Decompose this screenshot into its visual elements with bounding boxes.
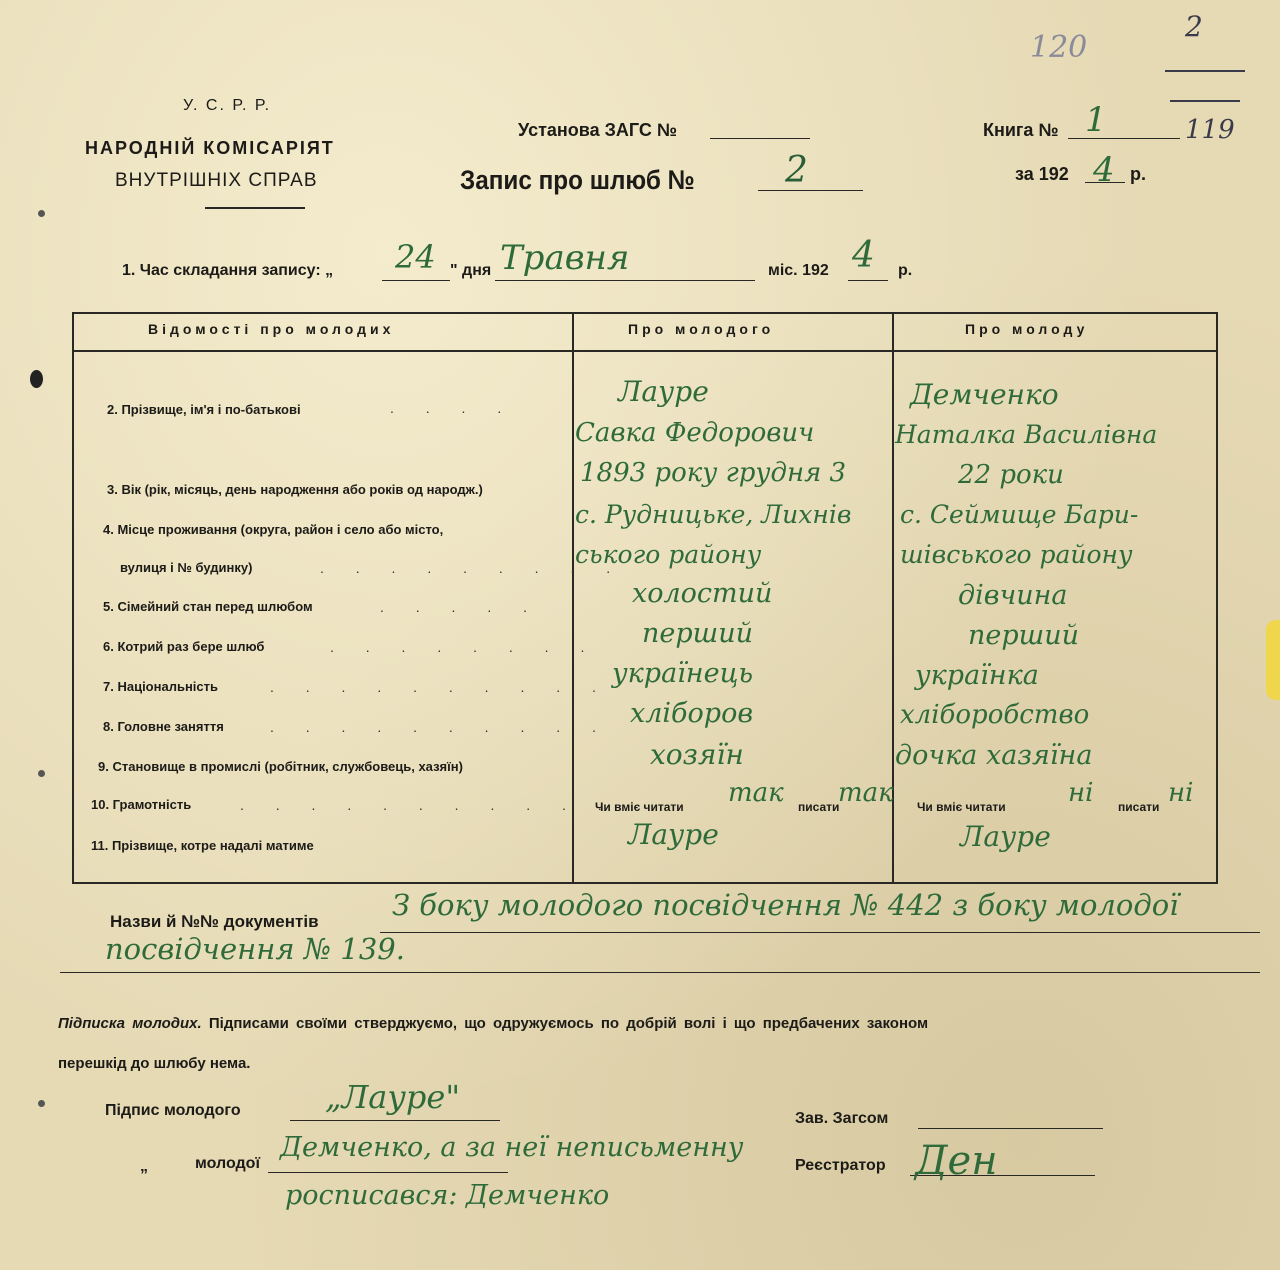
groom-marriage-count: перший [642,618,754,649]
bride-residence-1: с. Сеймище Бари- [900,500,1139,529]
groom-name: Савка Федорович [575,418,815,448]
row-label-name: 2. Прізвище, ім'я і по-батькові [107,402,301,417]
bride-signature-1: Демченко, а за неї неписьменну [280,1132,744,1163]
entry-year-digit: 4 [852,235,875,276]
col-header-groom: Про молодого [628,321,775,337]
bride-marital: дівчина [958,580,1068,611]
row-label-marriage-count: 6. Котрий раз бере шлюб [103,639,265,654]
row-label-future-surname: 11. Прізвище, котре надалі матиме [91,838,314,853]
bride-status: дочка хазяїна [895,740,1093,771]
book-number: 1 [1085,100,1107,140]
row-label-occupation: 8. Головне заняття [103,719,224,734]
institution-label: Установа ЗАГС № [518,120,677,140]
year-label: за 192 [1015,164,1069,184]
binder-pin [38,210,45,217]
book-label: Книга № [983,120,1059,140]
entry-month: Травня [500,238,630,278]
archive-mark-2: 2 [1185,10,1203,43]
groom-surname: Лауре [618,375,709,408]
registrar-signature: Ден [915,1138,998,1184]
header-ussr: У. С. Р. Р. [183,97,272,114]
entry-month-label: міс. 192 [768,262,829,279]
bride-write-label: писати [1118,800,1160,814]
statement-text-1: Підписами своїми стверджуємо, що одружуємось по добрій волі і що предбачених законом [201,1015,929,1032]
bride-surname: Демченко [910,378,1059,411]
bride-age: 22 роки [958,460,1064,490]
row-label-age: 3. Вік (рік, місяць, день народження або років од народж.) [107,482,483,497]
row-label-nationality: 7. Національність [103,679,219,694]
record-number: 2 [785,150,808,191]
groom-residence-1: с. Рудницьке, Лихнів [575,500,852,529]
groom-occupation: хліборов [630,698,754,729]
groom-nationality: українець [612,658,754,689]
year-digit: 4 [1093,150,1115,190]
year-suffix: р. [1130,164,1146,184]
bride-signature-prefix: „ [140,1158,148,1175]
groom-read-value: так [728,778,784,808]
header-commissariat: НАРОДНІЙ КОМІСАРІЯТ [85,138,335,158]
bride-marriage-count: перший [968,620,1080,651]
entry-day: 24 [395,238,436,276]
header-internal-affairs: ВНУТРІШНІХ СПРАВ [115,170,318,191]
head-of-registry-label: Зав. Загсом [795,1110,889,1127]
bride-occupation: хліборобство [900,700,1090,730]
entry-year-suffix: р. [898,262,913,279]
documents-line-2: посвідчення № 139. [105,932,405,966]
bride-write-value: ні [1168,778,1194,808]
archive-mark-119: 119 [1185,115,1235,145]
groom-write-value: так [838,778,894,808]
row-label-residence: 4. Місце проживання (округа, район і село або місто, [103,522,444,537]
statement-line-1 [58,1015,928,1032]
record-title: Запис про шлюб № [460,165,695,195]
header-underline [205,207,305,209]
col-header-details: Відомості про молодих [148,321,395,337]
statement-line-2: перешкід до шлюбу нема. [58,1055,251,1072]
row-label-residence-2: вулиця і № будинку) [120,560,253,575]
binder-pin [38,1100,45,1107]
entry-day-suffix: " дня [450,262,492,279]
groom-signature: „Лауре" [325,1078,461,1116]
groom-marital: холостий [632,578,773,609]
bride-signature-2: росписався: Демченко [285,1180,610,1211]
statement-lead: Підписка молодих. [58,1015,202,1032]
col-header-bride: Про молоду [965,321,1089,337]
binder-hole [30,370,43,388]
groom-future-surname: Лауре [628,818,719,851]
binder-pin [38,770,45,777]
groom-age: 1893 року грудня 3 [580,458,847,488]
row-label-literacy: 10. Грамотність [91,797,192,812]
archive-mark-120: 120 [1030,30,1088,65]
documents-line-1: З боку молодого посвідчення № 442 з боку молодої [392,888,1179,922]
bride-signature-label: молодої [195,1155,260,1172]
bride-nationality: українка [915,660,1039,691]
bride-residence-2: шівського району [900,540,1133,569]
groom-signature-label: Підпис молодого [105,1102,241,1119]
document-page: 120 2 119 У. С. Р. Р. НАРОДНІЙ КОМІСАРІЯТ ВНУТРІШНІХ СПРАВ Установа ЗАГС № Запис про шлюб № 2 Книга № 1 за 192 4 р. 1. Час складання запису: „ 24 " дня Травня міс. 192 4 р. Відомості про молодих Про молодого Про молоду 2. Прізвище, ім'я і по-батькові . . . . 3. Вік (рік, місяць, день народження або років од народж.) 4. Місце проживання (округа, район і село або місто, вулиця і № будинку) . . . . . . . . . 5. Сімейний стан перед шлюбом . . . . . 6. Котрий раз бере шлюб . . . . . . . . 7. Національність . . . . . . . . . . 8. Головне заняття . . . . . . . . . . 9. Становище в промислі (робітник, службовець, хазяїн) 10. Грамотність . . . . . . . . . . . 11. Прізвище, котре надалі матиме Лауре Савка Федорович 1893 року грудня 3 с. Рудницьке, Лихнів ського району холостий перший українець хліборов хозяїн Чи вміє читати так писати так Лауре Демченко Наталка Василівна 22 роки с. Сеймище Бари- шівського району дівчина перший українка хліборобство дочка хазяїна Чи вміє читати ні писати ні Лауре Назви й №№ документів З боку молодого посвідчення № 442 з боку молодої посвідчення № 139. Підписка молодих. Підписами своїми стверджуємо, що одружуємось по добрій волі і що предбачених законом перешкід до шлюбу нема. Підпис молодого „Лауре" „ молодої Демченко, а за неї неписьменну росписався: Демченко Зав. Загсом Реєстратор Ден [0,0,1280,1270]
bride-name: Наталка Василівна [895,420,1158,449]
yellow-tab [1266,620,1280,700]
registrar-label: Реєстратор [795,1157,886,1174]
bride-read-value: ні [1068,778,1094,808]
groom-read-label: Чи вміє читати [595,800,684,814]
row-label-marital: 5. Сімейний стан перед шлюбом [103,599,313,614]
groom-residence-2: ського району [575,540,762,569]
groom-status: хозяїн [650,738,744,771]
bride-read-label: Чи вміє читати [917,800,1006,814]
groom-write-label: писати [798,800,840,814]
entry-date-label: 1. Час складання запису: „ [122,262,334,279]
documents-label: Назви й №№ документів [110,912,319,931]
row-label-status: 9. Становище в промислі (робітник, службовець, хазяїн) [98,759,463,774]
bride-future-surname: Лауре [960,820,1051,853]
